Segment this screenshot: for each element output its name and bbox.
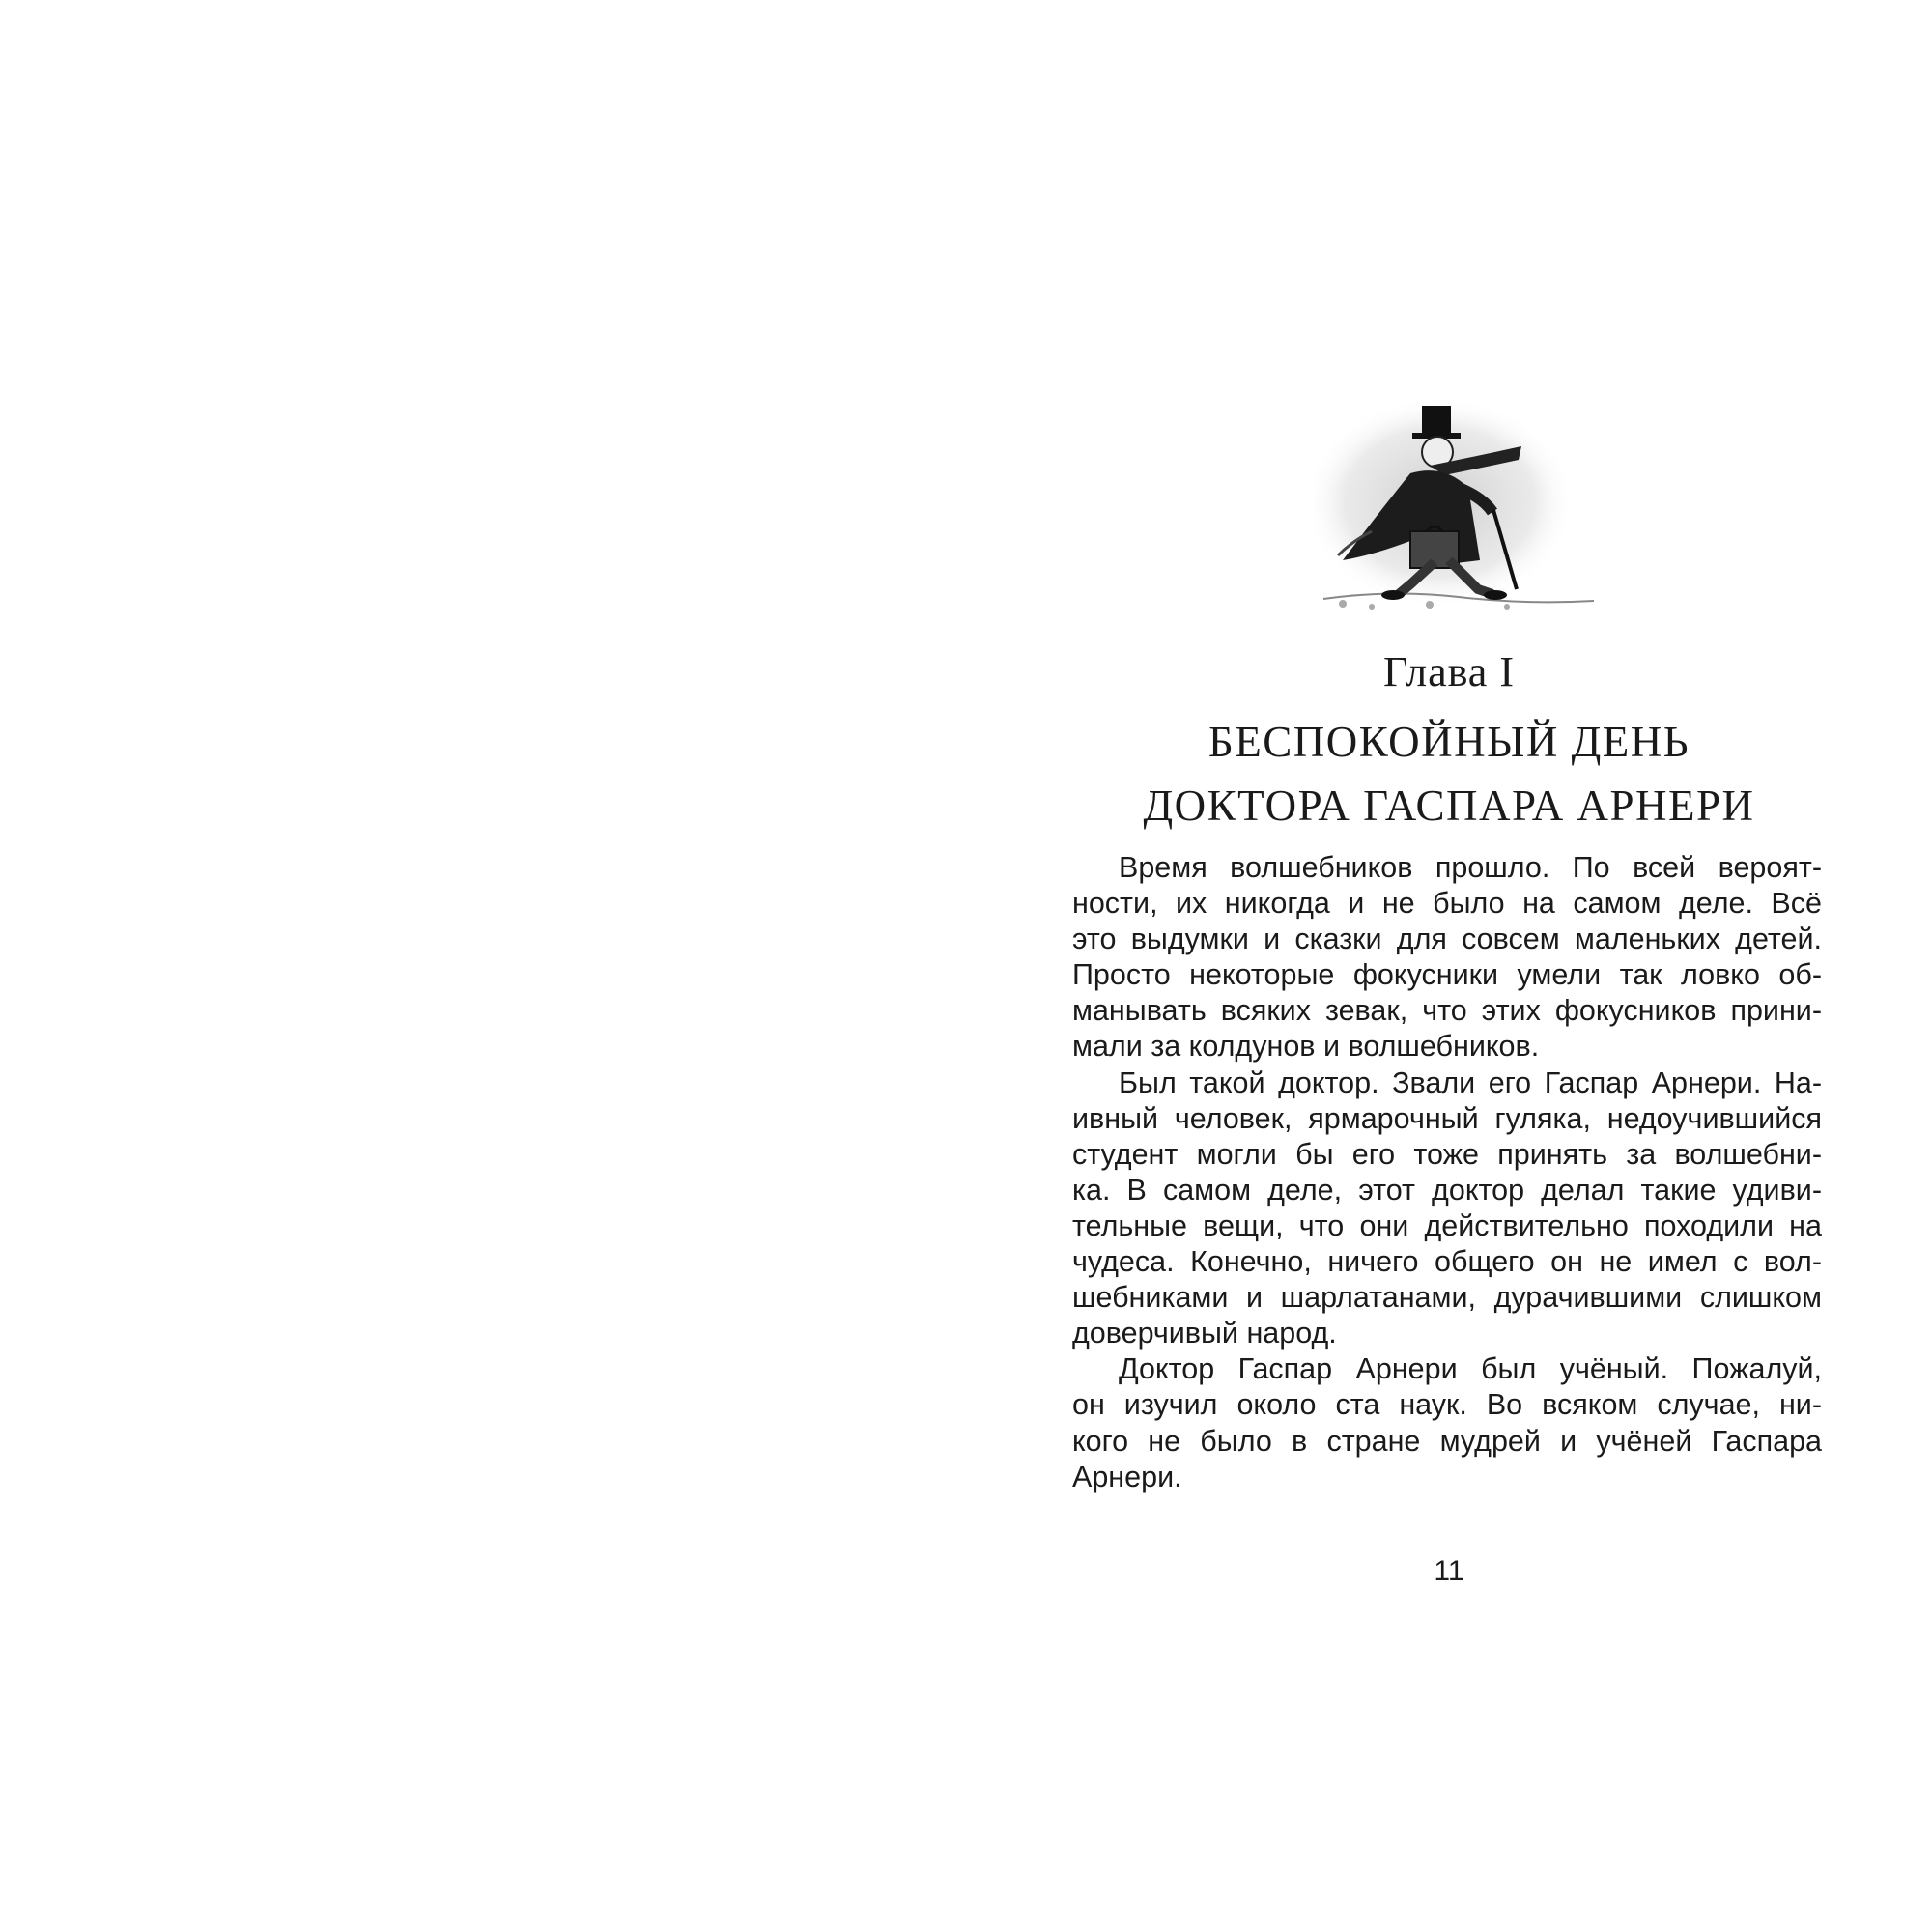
text-line: Просто некоторые фокусники умели так ловко об- bbox=[1072, 958, 1822, 992]
paragraph bbox=[1072, 1351, 1822, 1494]
page-number: 11 bbox=[1434, 1555, 1464, 1587]
text-line: кого не было в стране мудрей и учёней Гаспара bbox=[1072, 1424, 1822, 1458]
text-line: ности, их никогда и не было на самом деле. Всё bbox=[1072, 887, 1822, 921]
text-line: манывать всяких зевак, что этих фокусников прини- bbox=[1072, 994, 1822, 1028]
text-line: Арнери. bbox=[1072, 1460, 1182, 1493]
text-line: ка. В самом деле, этот доктор делал такие удиви- bbox=[1072, 1173, 1822, 1207]
text-line: это выдумки и сказки для совсем маленьких детей. bbox=[1072, 923, 1822, 956]
text-line: доверчивый народ. bbox=[1072, 1317, 1337, 1350]
chapter-title-line: БЕСПОКОЙНЫЙ ДЕНЬ bbox=[1208, 718, 1690, 766]
text-line: чудеса. Конечно, ничего общего он не имел с вол- bbox=[1072, 1245, 1822, 1279]
walking-gentleman-illustration bbox=[1314, 396, 1594, 628]
text-line: Доктор Гаспар Арнери был учёный. Пожалуй, bbox=[1119, 1352, 1822, 1386]
text-line: Был такой доктор. Звали его Гаспар Арнери. На- bbox=[1119, 1065, 1822, 1099]
paragraph bbox=[1072, 850, 1822, 1065]
paragraph bbox=[1072, 1065, 1822, 1352]
chapter-body-text bbox=[1072, 850, 1822, 1495]
text-line: шебниками и шарлатанами, дурачившими слишком bbox=[1072, 1281, 1822, 1315]
chapter-title-line: ДОКТОРА ГАСПАРА АРНЕРИ bbox=[1143, 781, 1755, 830]
text-line: тельные вещи, что они действительно походили на bbox=[1072, 1208, 1822, 1242]
text-line: Время волшебников прошло. По всей вероят- bbox=[1119, 851, 1822, 884]
text-line: он изучил около ста наук. Во всяком случае, ни- bbox=[1072, 1388, 1822, 1422]
text-line: студент могли бы его тоже принять за волшебни- bbox=[1072, 1137, 1822, 1171]
chapter-label: Глава I bbox=[1383, 648, 1515, 696]
text-line: ивный человек, ярмарочный гуляка, недоучившийся bbox=[1072, 1101, 1822, 1135]
chapter-title bbox=[1063, 710, 1835, 838]
text-line: мали за колдунов и волшебников. bbox=[1072, 1030, 1540, 1064]
